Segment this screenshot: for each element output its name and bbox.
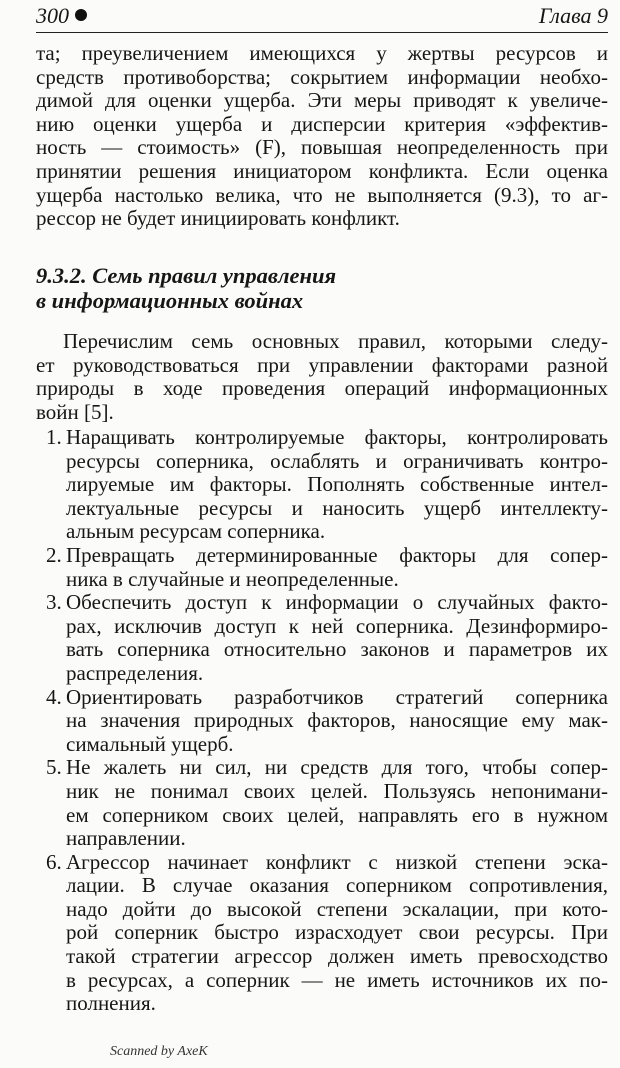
text-line: та; преувеличением имеющихся у жертвы ресурсов и xyxy=(36,41,608,65)
text-line: Перечислим семь основных правил, которыми следу- xyxy=(63,329,608,353)
text-line: ность — стоимость» (F), повышая неопределенность при xyxy=(36,135,608,160)
text-line: Превращать детерминированные факторы для сопер- xyxy=(66,542,608,567)
bullet-dot-icon xyxy=(75,9,87,21)
text-line: направлении. xyxy=(66,826,186,851)
text-line: ущерба настолько велика, что не выполняется (9.3), то аг- xyxy=(36,182,608,207)
rule-number: 1. xyxy=(46,425,62,449)
text-line: ем соперником своих целей, направлять его в нужном xyxy=(66,802,608,827)
text-line: альным ресурсам соперника. xyxy=(66,519,326,544)
text-line: Наращивать контролируемые факторы, контролировать xyxy=(66,425,608,449)
text-line: Ориентировать разработчиков стратегий соперника xyxy=(66,684,608,709)
rules-list xyxy=(36,426,608,1016)
rule-text xyxy=(66,686,608,757)
text-line: Агрессор начинает конфликт с низкой степени эска- xyxy=(66,849,608,874)
text-line: димой для оценки ущерба. Эти меры приводят к увеличе- xyxy=(36,88,608,113)
text-line: рессор не будет инициировать конфликт. xyxy=(36,206,400,231)
text-line: ресурсы соперника, ослаблять и ограничивать контро- xyxy=(66,448,608,473)
rule-text xyxy=(66,591,608,685)
rule-item-4 xyxy=(36,686,608,757)
lead-paragraph xyxy=(36,330,608,424)
rule-number: 5. xyxy=(46,755,62,780)
text-line: рах, исключив доступ к ней соперника. Дезинформиро- xyxy=(66,613,608,638)
text-line: симальный ущерб. xyxy=(66,731,234,756)
text-line: Не жалеть ни сил, ни средств для того, чтобы сопер- xyxy=(66,755,608,780)
text-line: распределения. xyxy=(66,660,204,685)
text-line: вать соперника относительно законов и параметров их xyxy=(66,637,608,662)
rule-text xyxy=(66,544,608,591)
rule-item-3 xyxy=(36,591,608,685)
rule-item-6 xyxy=(36,851,608,1016)
text-line: войн [5]. xyxy=(36,399,114,424)
rule-text xyxy=(66,756,608,850)
rule-text xyxy=(66,426,608,544)
section-title-line: в информационных войнах xyxy=(36,288,304,313)
text-line: такой стратегии агрессор должен иметь превосходство xyxy=(66,944,608,969)
text-line: в ресурсах, а соперник — не иметь источников их по- xyxy=(66,967,608,992)
rule-number: 4. xyxy=(46,684,62,709)
rule-number: 6. xyxy=(46,849,62,874)
text-line: нию оценки ущерба и дисперсии критерия «эффектив- xyxy=(36,111,608,136)
text-line: рой соперник быстро израсходует свои ресурсы. При xyxy=(66,920,608,945)
running-header xyxy=(36,2,608,33)
text-line: принятии решения инициатором конфликта. Если оценка xyxy=(36,158,608,183)
text-line: ник не понимал своих целей. Пользуясь непонимани- xyxy=(66,778,608,803)
scanner-credit: Scanned by AxeK xyxy=(110,1044,208,1059)
intro-paragraph xyxy=(36,42,608,231)
text-line: средств противоборства; сокрытием информации необхо- xyxy=(36,64,608,89)
page-number: 300 xyxy=(36,2,87,30)
rule-item-2 xyxy=(36,544,608,591)
text-line: ника в случайные и неопределенные. xyxy=(66,566,399,591)
rule-item-5 xyxy=(36,756,608,850)
text-line: лируемые им факторы. Пополнять собственные интел- xyxy=(66,472,608,497)
text-line: лации. В случае оказания соперником сопротивления, xyxy=(66,873,608,898)
rule-number: 2. xyxy=(46,542,62,567)
rule-item-1 xyxy=(36,426,608,544)
text-line: полнения. xyxy=(66,991,156,1016)
text-line: Обеспечить доступ к информации о случайных факто- xyxy=(66,590,608,615)
rule-number: 3. xyxy=(46,590,62,615)
section-title-line: 9.3.2. Семь правил управления xyxy=(36,263,337,288)
text-line: надо дойти до высокой степени эскалации, при кото- xyxy=(66,896,608,921)
text-line: на значения природных факторов, наносящие ему мак- xyxy=(66,708,608,733)
text-line: ет руководствоваться при управлении факторами разной xyxy=(36,352,608,377)
text-line: лектуальные ресурсы и наносить ущерб интеллекту- xyxy=(66,495,608,520)
text-line: природы в ходе проведения операций информационных xyxy=(36,376,608,401)
section-heading xyxy=(36,263,336,313)
rule-text xyxy=(66,851,608,1016)
chapter-label: Глава 9 xyxy=(538,3,608,28)
